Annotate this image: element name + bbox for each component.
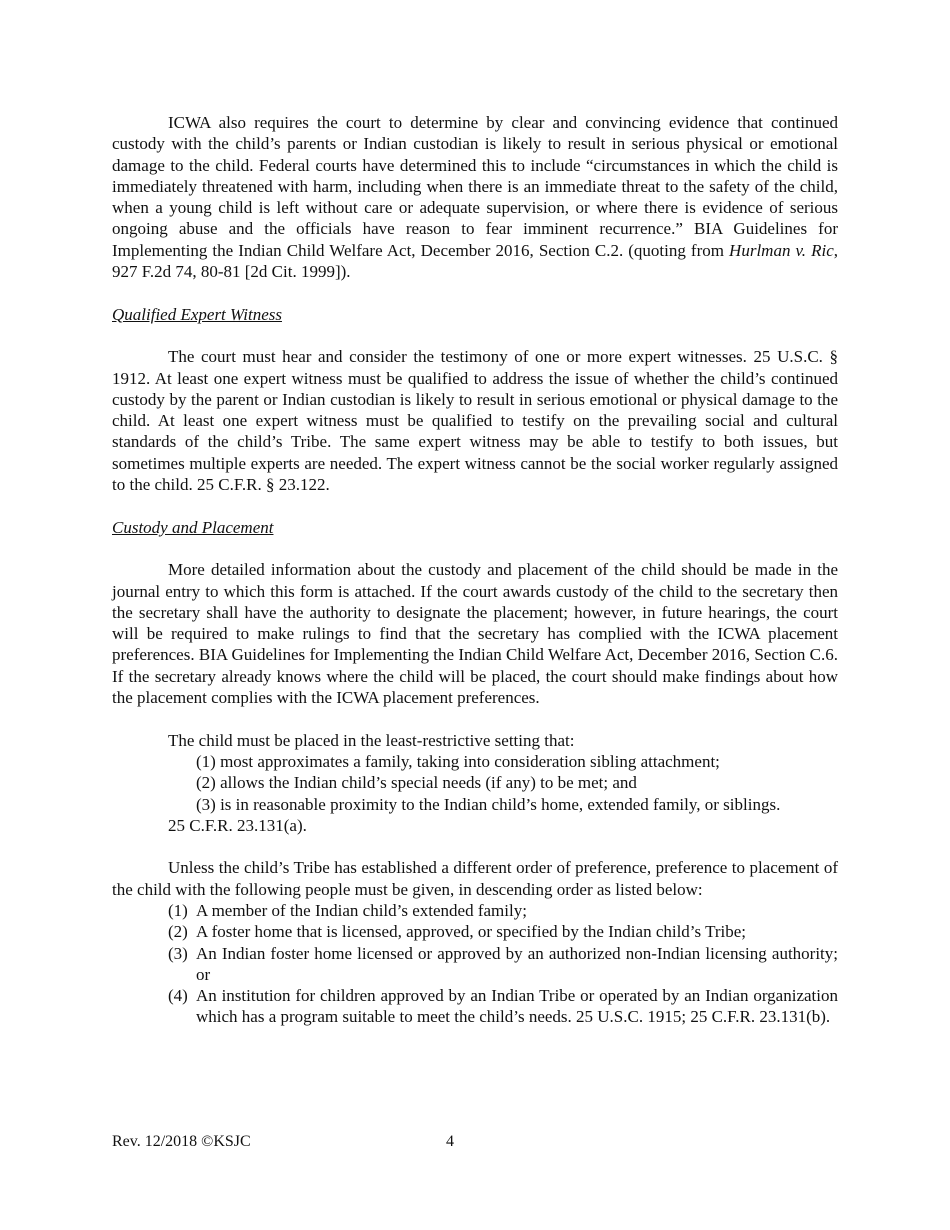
preference-list [112, 900, 838, 1028]
paragraph-order-of-preference: Unless the child’s Tribe has established a different order of preference, preference to placement of the child with the following people must be given, in descending order as listed below: [112, 858, 838, 899]
list-item: (1) A member of the Indian child’s extended family; [168, 900, 527, 920]
page-content [112, 112, 838, 1028]
list-citation: 25 C.F.R. 23.131(a). [168, 815, 307, 835]
revision-label: Rev. 12/2018 ©KSJC [112, 1133, 251, 1150]
page-number: 4 [446, 1133, 454, 1150]
list-item: (1) most approximates a family, taking into consideration sibling attachment; [196, 751, 720, 771]
list-item: (2) A foster home that is licensed, approved, or specified by the Indian child’s Tribe; [168, 922, 747, 942]
paragraph-expert-witness: The court must hear and consider the testimony of one or more expert witnesses. 25 U.S.C. § 1912. At least one expert witness must be qualified to address the issue of whether the child’s continued custody by the parent or Indian custodian is likely to result in serious emotional or physical damage to the child. At least one expert witness must be qualified to testify on the prevailing social and cultural standards of the child’s Tribe. The same expert witness may be able to testify to both issues, but sometimes multiple experts are needed. The expert witness cannot be the social worker regularly assigned to the child. 25 C.F.R. § 23.122. [112, 347, 838, 495]
heading-qualified-expert-witness: Qualified Expert Witness [112, 304, 282, 324]
least-restrictive-list [112, 730, 838, 836]
heading-custody-placement: Custody and Placement [112, 517, 274, 537]
list-item: (3) An Indian foster home licensed or approved by an authorized non-Indian licensing authority; or [168, 943, 838, 984]
paragraph-damage-standard: ICWA also requires the court to determine by clear and convincing evidence that continued custody with the child’s parents or Indian custodian is likely to result in serious physical or emotional damage to the child. Federal courts have determined this to include “circumstances in which the child is immediately threatened with harm, including when there is an immediate threat to the safety of the child, when a young child is left without care or adequate supervision, or where there is evidence of serious ongoing abuse and the officials have reason to fear imminent recurrence.” BIA Guidelines for Implementing the Indian Child Welfare Act, December 2016, Section C.2. (quoting from Hurlman v. Ric, 927 F.2d 74, 80-81 [2d Cit. 1999]). [112, 113, 838, 282]
list-intro: The child must be placed in the least-restrictive setting that: [168, 730, 575, 750]
list-item: (4) An institution for children approved by an Indian Tribe or operated by an Indian organization which has a program suitable to meet the child’s needs. 25 U.S.C. 1915; 25 C.F.R. 23.131(b). [168, 986, 838, 1027]
paragraph-custody-placement: More detailed information about the custody and placement of the child should be made in the journal entry to which this form is attached. If the court awards custody of the child to the secretary then the secretary shall have the authority to designate the placement; however, in future hearings, the court will be required to make rulings to find that the secretary has complied with the ICWA placement preferences. BIA Guidelines for Implementing the Indian Child Welfare Act, December 2016, Section C.6. If the secretary already knows where the child will be placed, the court should make findings about how the placement complies with the ICWA placement preferences. [112, 560, 838, 708]
list-item: (2) allows the Indian child’s special needs (if any) to be met; and [196, 773, 637, 793]
list-item: (3) is in reasonable proximity to the Indian child’s home, extended family, or siblings. [196, 794, 781, 814]
